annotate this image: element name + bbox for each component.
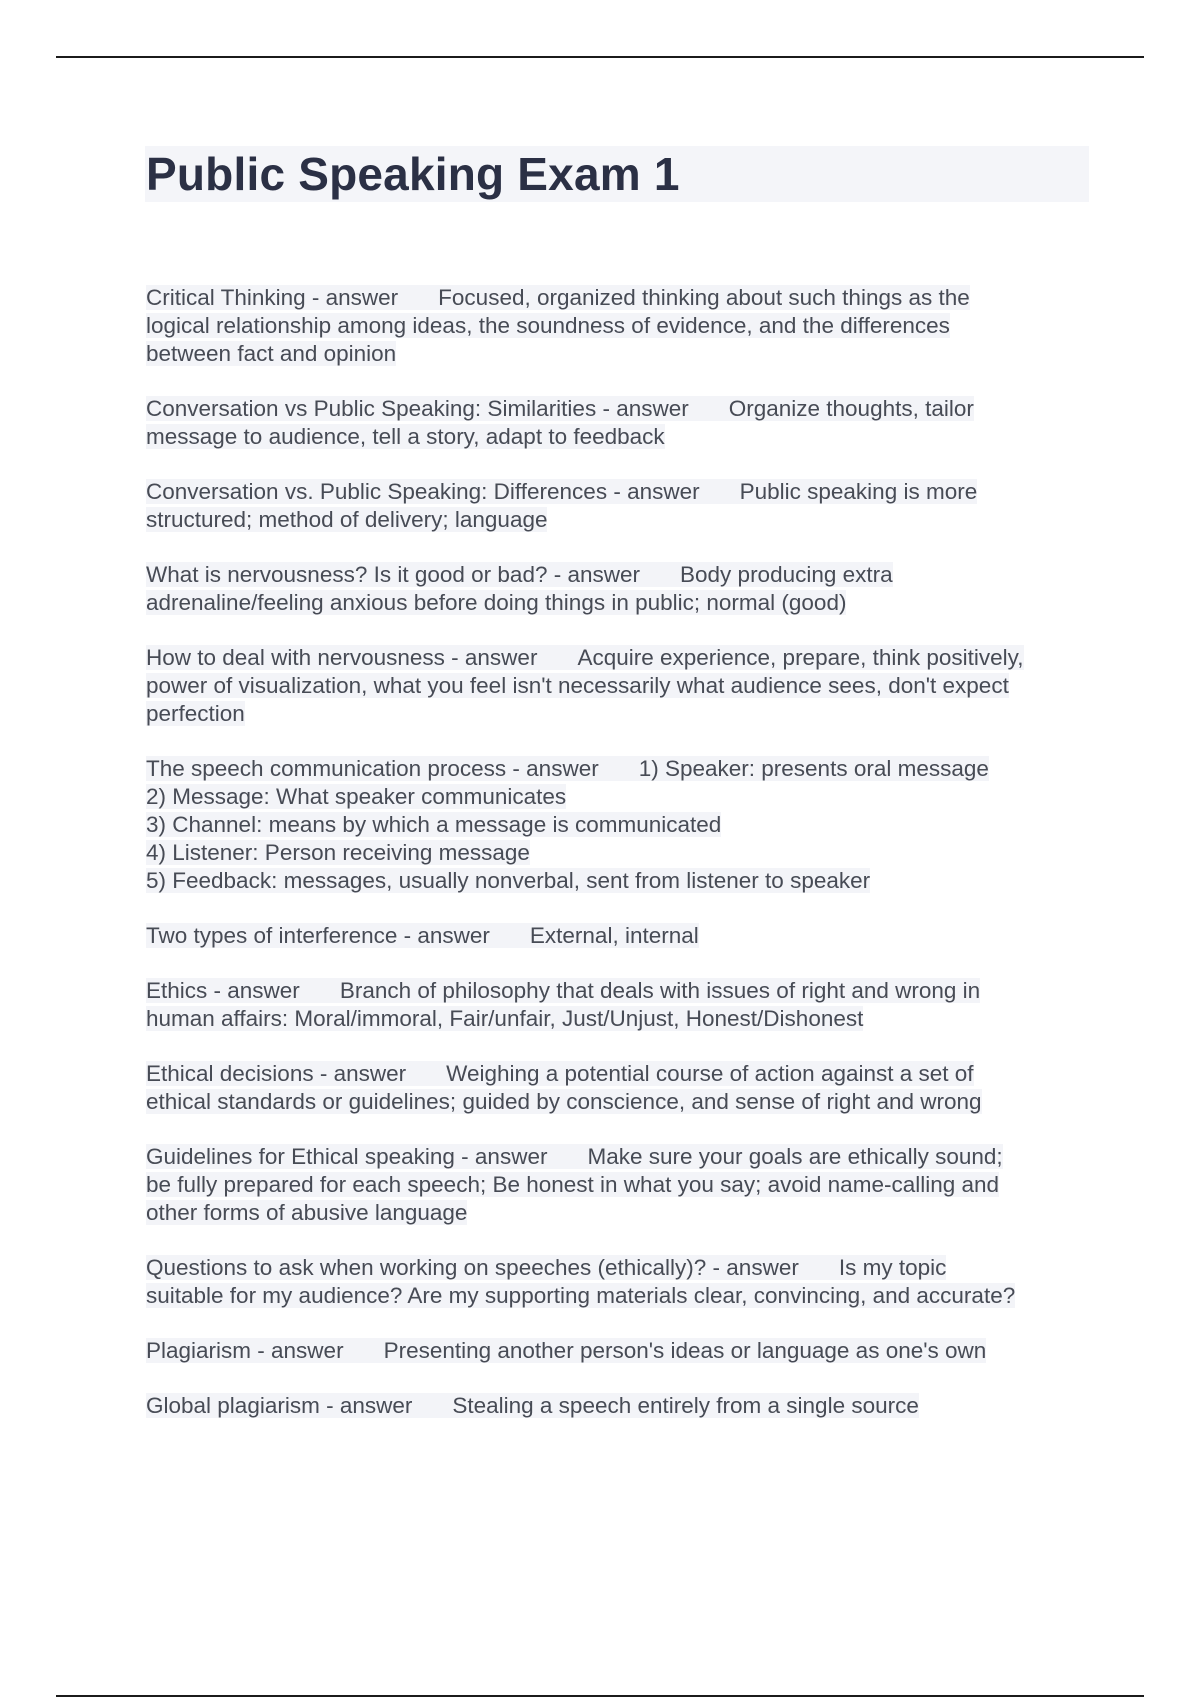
- entry-first-line: [146, 755, 1096, 783]
- answer-line: [146, 589, 1096, 617]
- flashcard-entry: [146, 395, 1096, 451]
- flashcard-entry: [146, 922, 1096, 950]
- answer-text: 1) Speaker: presents oral message: [638, 756, 989, 781]
- term-label: How to deal with nervousness - answer: [146, 645, 538, 670]
- term-label: Conversation vs Public Speaking: Similarities - answer: [146, 396, 689, 421]
- line-highlight: [146, 562, 893, 587]
- flashcard-entry: [146, 644, 1096, 728]
- answer-text: adrenaline/feeling anxious before doing things in public; normal (good): [146, 590, 847, 615]
- answer-text: Is my topic: [838, 1255, 947, 1280]
- answer-text: 4) Listener: Person receiving message: [146, 840, 530, 865]
- term-label: Critical Thinking - answer: [146, 285, 399, 310]
- line-highlight: [146, 590, 846, 615]
- term-label: The speech communication process - answer: [146, 756, 599, 781]
- entry-first-line: [146, 977, 1096, 1005]
- answer-text: Stealing a speech entirely from a single source: [452, 1393, 919, 1418]
- answer-text: perfection: [146, 701, 245, 726]
- answer-text: logical relationship among ideas, the soundness of evidence, and the differences: [146, 313, 950, 338]
- answer-text: Presenting another person's ideas or language as one's own: [383, 1338, 987, 1363]
- answer-text: Body producing extra: [680, 562, 893, 587]
- answer-text: Weighing a potential course of action against a set of: [446, 1061, 974, 1086]
- line-highlight: [146, 313, 950, 338]
- entry-first-line: [146, 284, 1096, 312]
- flashcard-entry: [146, 977, 1096, 1033]
- top-divider: [56, 56, 1144, 58]
- term-label: Two types of interference - answer: [146, 923, 490, 948]
- answer-text: structured; method of delivery; language: [146, 507, 548, 532]
- bottom-divider: [56, 1695, 1144, 1697]
- answer-line: [146, 506, 1096, 534]
- flashcard-entry: [146, 1060, 1096, 1116]
- answer-text: Make sure your goals are ethically sound;: [587, 1144, 1003, 1169]
- answer-text: 2) Message: What speaker communicates: [146, 784, 567, 809]
- answer-text: human affairs: Moral/immoral, Fair/unfair, Just/Unjust, Honest/Dishonest: [146, 1006, 864, 1031]
- flashcard-entry: [146, 1254, 1096, 1310]
- term-label: Questions to ask when working on speeches (ethically)? - answer: [146, 1255, 799, 1280]
- answer-text: Acquire experience, prepare, think positively,: [577, 645, 1024, 670]
- entry-first-line: [146, 1060, 1096, 1088]
- answer-text: External, internal: [529, 923, 699, 948]
- line-highlight: [146, 1255, 946, 1280]
- entry-first-line: [146, 395, 1096, 423]
- answer-line: [146, 700, 1096, 728]
- line-highlight: [146, 923, 699, 948]
- answer-line: [146, 1282, 1096, 1310]
- answer-text: ethical standards or guidelines; guided by conscience, and sense of right and wrong: [146, 1089, 982, 1114]
- term-label: What is nervousness? Is it good or bad? - answer: [146, 562, 641, 587]
- line-highlight: [146, 701, 245, 726]
- entry-first-line: [146, 478, 1096, 506]
- term-label: Ethics - answer: [146, 978, 300, 1003]
- entry-first-line: [146, 644, 1096, 672]
- answer-text: other forms of abusive language: [146, 1200, 468, 1225]
- answer-line: [146, 1005, 1096, 1033]
- answer-line: [146, 839, 1096, 867]
- entry-first-line: [146, 1143, 1096, 1171]
- answer-text: power of visualization, what you feel isn't necessarily what audience sees, don't expect: [146, 673, 1009, 698]
- answer-line: [146, 1171, 1096, 1199]
- answer-line: [146, 867, 1096, 895]
- answer-text: between fact and opinion: [146, 341, 397, 366]
- line-highlight: [146, 840, 530, 865]
- answer-line: [146, 1199, 1096, 1227]
- term-label: Guidelines for Ethical speaking - answer: [146, 1144, 548, 1169]
- page-title: Public Speaking Exam 1: [146, 148, 680, 200]
- line-highlight: [146, 978, 980, 1003]
- answer-text: Focused, organized thinking about such things as the: [438, 285, 970, 310]
- flashcard-entry: [146, 1143, 1096, 1227]
- entry-first-line: [146, 922, 1096, 950]
- entry-first-line: [146, 561, 1096, 589]
- answer-line: [146, 1088, 1096, 1116]
- answer-text: be fully prepared for each speech; Be honest in what you say; avoid name-calling and: [146, 1172, 1000, 1197]
- flashcard-entry: [146, 1392, 1096, 1420]
- line-highlight: [146, 868, 870, 893]
- answer-line: [146, 672, 1096, 700]
- flashcard-entry: [146, 1337, 1096, 1365]
- answer-line: [146, 340, 1096, 368]
- answer-line: [146, 783, 1096, 811]
- line-highlight: [146, 396, 974, 421]
- line-highlight: [146, 507, 547, 532]
- flashcard-entry: [146, 561, 1096, 617]
- line-highlight: [146, 1061, 974, 1086]
- line-highlight: [146, 756, 989, 781]
- line-highlight: [146, 1393, 919, 1418]
- answer-text: 3) Channel: means by which a message is communicated: [146, 812, 722, 837]
- line-highlight: [146, 812, 721, 837]
- line-highlight: [146, 1200, 467, 1225]
- flashcard-entry: [146, 755, 1096, 895]
- line-highlight: [146, 1006, 863, 1031]
- answer-line: [146, 312, 1096, 340]
- answer-text: 5) Feedback: messages, usually nonverbal, sent from listener to speaker: [146, 868, 871, 893]
- flashcard-entry: [146, 284, 1096, 368]
- answer-text: Organize thoughts, tailor: [728, 396, 974, 421]
- answer-line: [146, 423, 1096, 451]
- entry-first-line: [146, 1254, 1096, 1282]
- line-highlight: [146, 479, 977, 504]
- term-label: Plagiarism - answer: [146, 1338, 344, 1363]
- flashcard-list: [146, 284, 1096, 1447]
- line-highlight: [146, 645, 1024, 670]
- entry-first-line: [146, 1392, 1096, 1420]
- line-highlight: [146, 341, 396, 366]
- answer-line: [146, 811, 1096, 839]
- answer-text: Branch of philosophy that deals with issues of right and wrong in: [339, 978, 981, 1003]
- line-highlight: [146, 1089, 982, 1114]
- line-highlight: [146, 1338, 986, 1363]
- term-label: Conversation vs. Public Speaking: Differences - answer: [146, 479, 700, 504]
- line-highlight: [146, 673, 1009, 698]
- line-highlight: [146, 1172, 999, 1197]
- line-highlight: [146, 784, 566, 809]
- line-highlight: [146, 285, 970, 310]
- line-highlight: [146, 424, 665, 449]
- term-label: Global plagiarism - answer: [146, 1393, 413, 1418]
- flashcard-entry: [146, 478, 1096, 534]
- line-highlight: [146, 1144, 1003, 1169]
- entry-first-line: [146, 1337, 1096, 1365]
- answer-text: Public speaking is more: [739, 479, 978, 504]
- answer-text: suitable for my audience? Are my supporting materials clear, convincing, and accurate?: [146, 1283, 1016, 1308]
- answer-text: message to audience, tell a story, adapt to feedback: [146, 424, 665, 449]
- term-label: Ethical decisions - answer: [146, 1061, 407, 1086]
- line-highlight: [146, 1283, 1015, 1308]
